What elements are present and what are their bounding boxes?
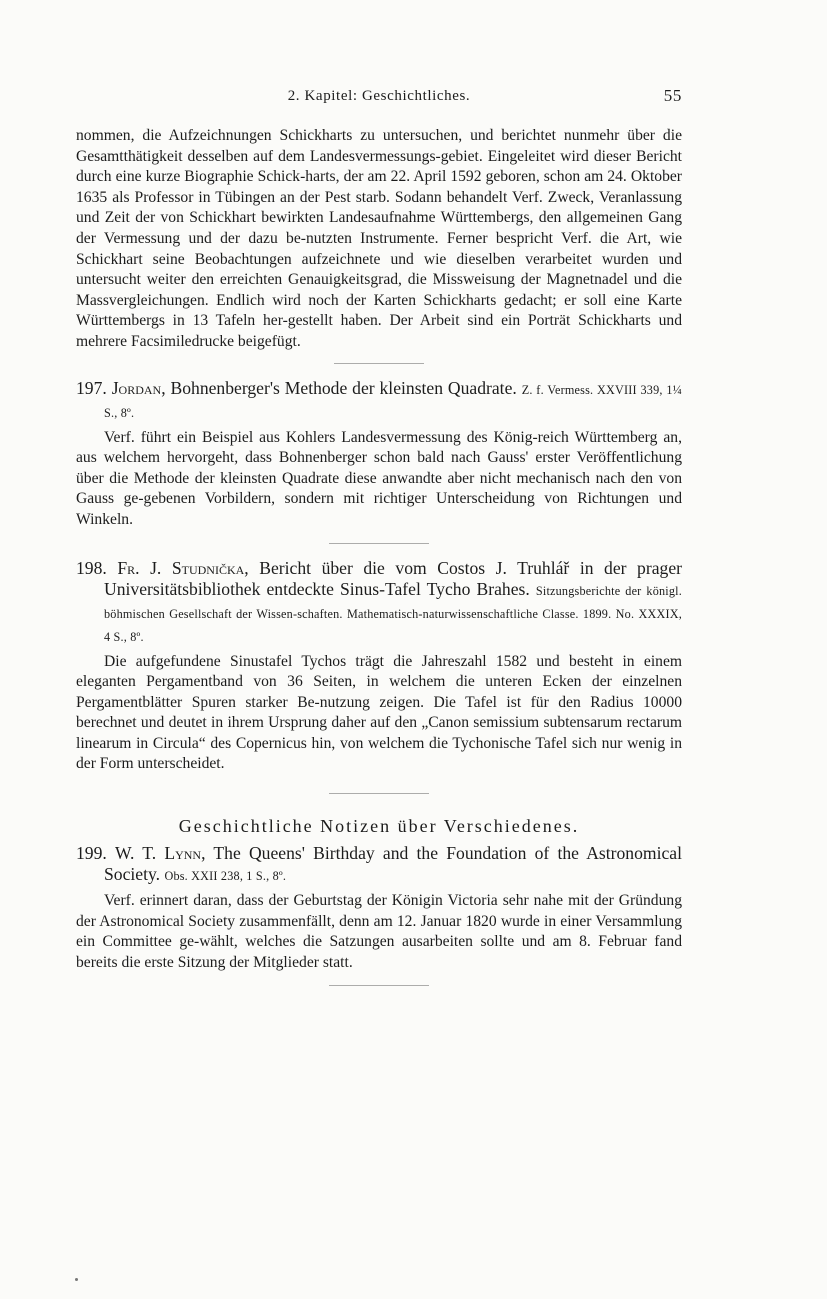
entry-197-source: Z. f. Vermess. XXVIII 339, 1¼ S., 8º. bbox=[104, 382, 682, 420]
entry-199-body: Verf. erinnert daran, dass der Geburtstag der Königin Victoria sehr nahe mit der Gründung der Astronomical Society zusammenfällt, denn am 12. Januar 1820 wurde in einer Versammlung ein Committee ge-wählt, welches die Satzungen ausarbeiten sollte und am 8. Februar fand bereits die erste Sitzung der Mitglieder statt. bbox=[76, 892, 682, 971]
entry-198-author: Fr. J. Studnička, bbox=[117, 557, 249, 578]
page bbox=[76, 88, 682, 986]
entry-198-source: Sitzungsberichte der königl. böhmischen Gesellschaft der Wissen-schaften. Mathematisch-naturwissenschaftliche Classe. 1899. No. XXXIX, 4 S., 8º. bbox=[104, 583, 682, 644]
entry-199-author: W. T. Lynn, bbox=[115, 843, 206, 864]
continuation-paragraph: nommen, die Aufzeichnungen Schickharts zu untersuchen, und berichtet nunmehr über die Gesamtthätigkeit desselben auf dem Landesvermessungs-gebiet. Eingeleitet wird dieser Bericht durch eine kurze Biographie Schick-harts, der am 22. April 1592 geboren, schon am 24. Oktober 1635 als Professor in Tübingen an der Pest starb. Sodann behandelt Verf. Zweck, Veranlassung und Zeit der von Schickhart bewirkten Landesaufnahme Württembergs, den allgemeinen Gang der Vermessung und der dazu be-nutzten Instrumente. Ferner bespricht Verf. die Art, wie Schickhart seine Beobachtungen aufzeichnete und wie dieselben verarbeitet wurden und untersucht weiter den erreichten Genauigkeitsgrad, die Missweisung der Magnetnadel und die Massvergleichungen. Endlich wird noch der Karten Schickharts gedacht; er soll eine Karte Württembergs in 13 Tafeln her-gestellt haben. Der Arbeit sind ein Porträt Schickharts und mehrere Facsimiledrucke beigefügt. bbox=[76, 127, 682, 350]
entry-197-number: 197. bbox=[76, 377, 107, 398]
entry-197-author: Jordan, bbox=[111, 377, 166, 398]
entry-199-number: 199. bbox=[76, 843, 107, 864]
running-head-title: 2. Kapitel: Geschichtliches. bbox=[287, 88, 471, 104]
separator-rule bbox=[334, 363, 424, 364]
entry-198-title: Bericht über die vom Costos J. Truhlář in der prager Universitätsbibliothek entdeckte Sinus-Tafel Tycho Brahes. bbox=[104, 557, 682, 599]
entry-197-heading bbox=[76, 378, 682, 424]
entry-198-body: Die aufgefundene Sinustafel Tychos trägt die Jahreszahl 1582 und besteht in einem eleganten Pergamentband von 36 Seiten, in welchem die unteren Ecken der einzelnen Pergamentblätter Spuren starker Be-nutzung zeigen. Die Tafel ist für den Radius 10000 berechnet und deutet in ihrem Ursprung daher auf den „Canon semissium subtensarum rectarum linearum in Circula“ des Copernicus hin, von welchem die Tychonische Tafel sich nur wenig in der Form unterscheidet. bbox=[76, 652, 682, 773]
entry-199 bbox=[76, 843, 682, 973]
section-title: Geschichtliche Notizen über Verschiedenes. bbox=[178, 816, 580, 837]
print-speck bbox=[75, 1278, 78, 1281]
running-head bbox=[76, 88, 682, 112]
entry-197-title: Bohnenberger's Methode der kleinsten Quadrate. bbox=[170, 377, 517, 398]
entry-198-number: 198. bbox=[76, 557, 107, 578]
entry-198-heading bbox=[76, 558, 682, 648]
entry-197-body: Verf. führt ein Beispiel aus Kohlers Landesvermessung des König-reich Württemberg an, aus welchem hervorgeht, dass Bohnenberger schon bald nach Gauss' erster Veröffentlichung über die Methode der kleinsten Quadrate diese anwandte aber nicht mechanisch nach den von Gauss ge-gebenen Vorbildern, sondern mit richtiger Unterscheidung von Richtungen und Winkeln. bbox=[76, 428, 682, 528]
entry-197 bbox=[76, 378, 682, 531]
entry-199-heading bbox=[76, 843, 682, 887]
separator-rule bbox=[329, 793, 429, 794]
entry-198 bbox=[76, 558, 682, 776]
entry-199-source: Obs. XXII 238, 1 S., 8º. bbox=[164, 869, 287, 884]
entry-199-title: The Queens' Birthday and the Foundation of the Astronomical Society. bbox=[104, 843, 682, 885]
separator-rule bbox=[329, 985, 429, 986]
separator-rule bbox=[329, 543, 429, 544]
page-number: 55 bbox=[663, 86, 682, 105]
